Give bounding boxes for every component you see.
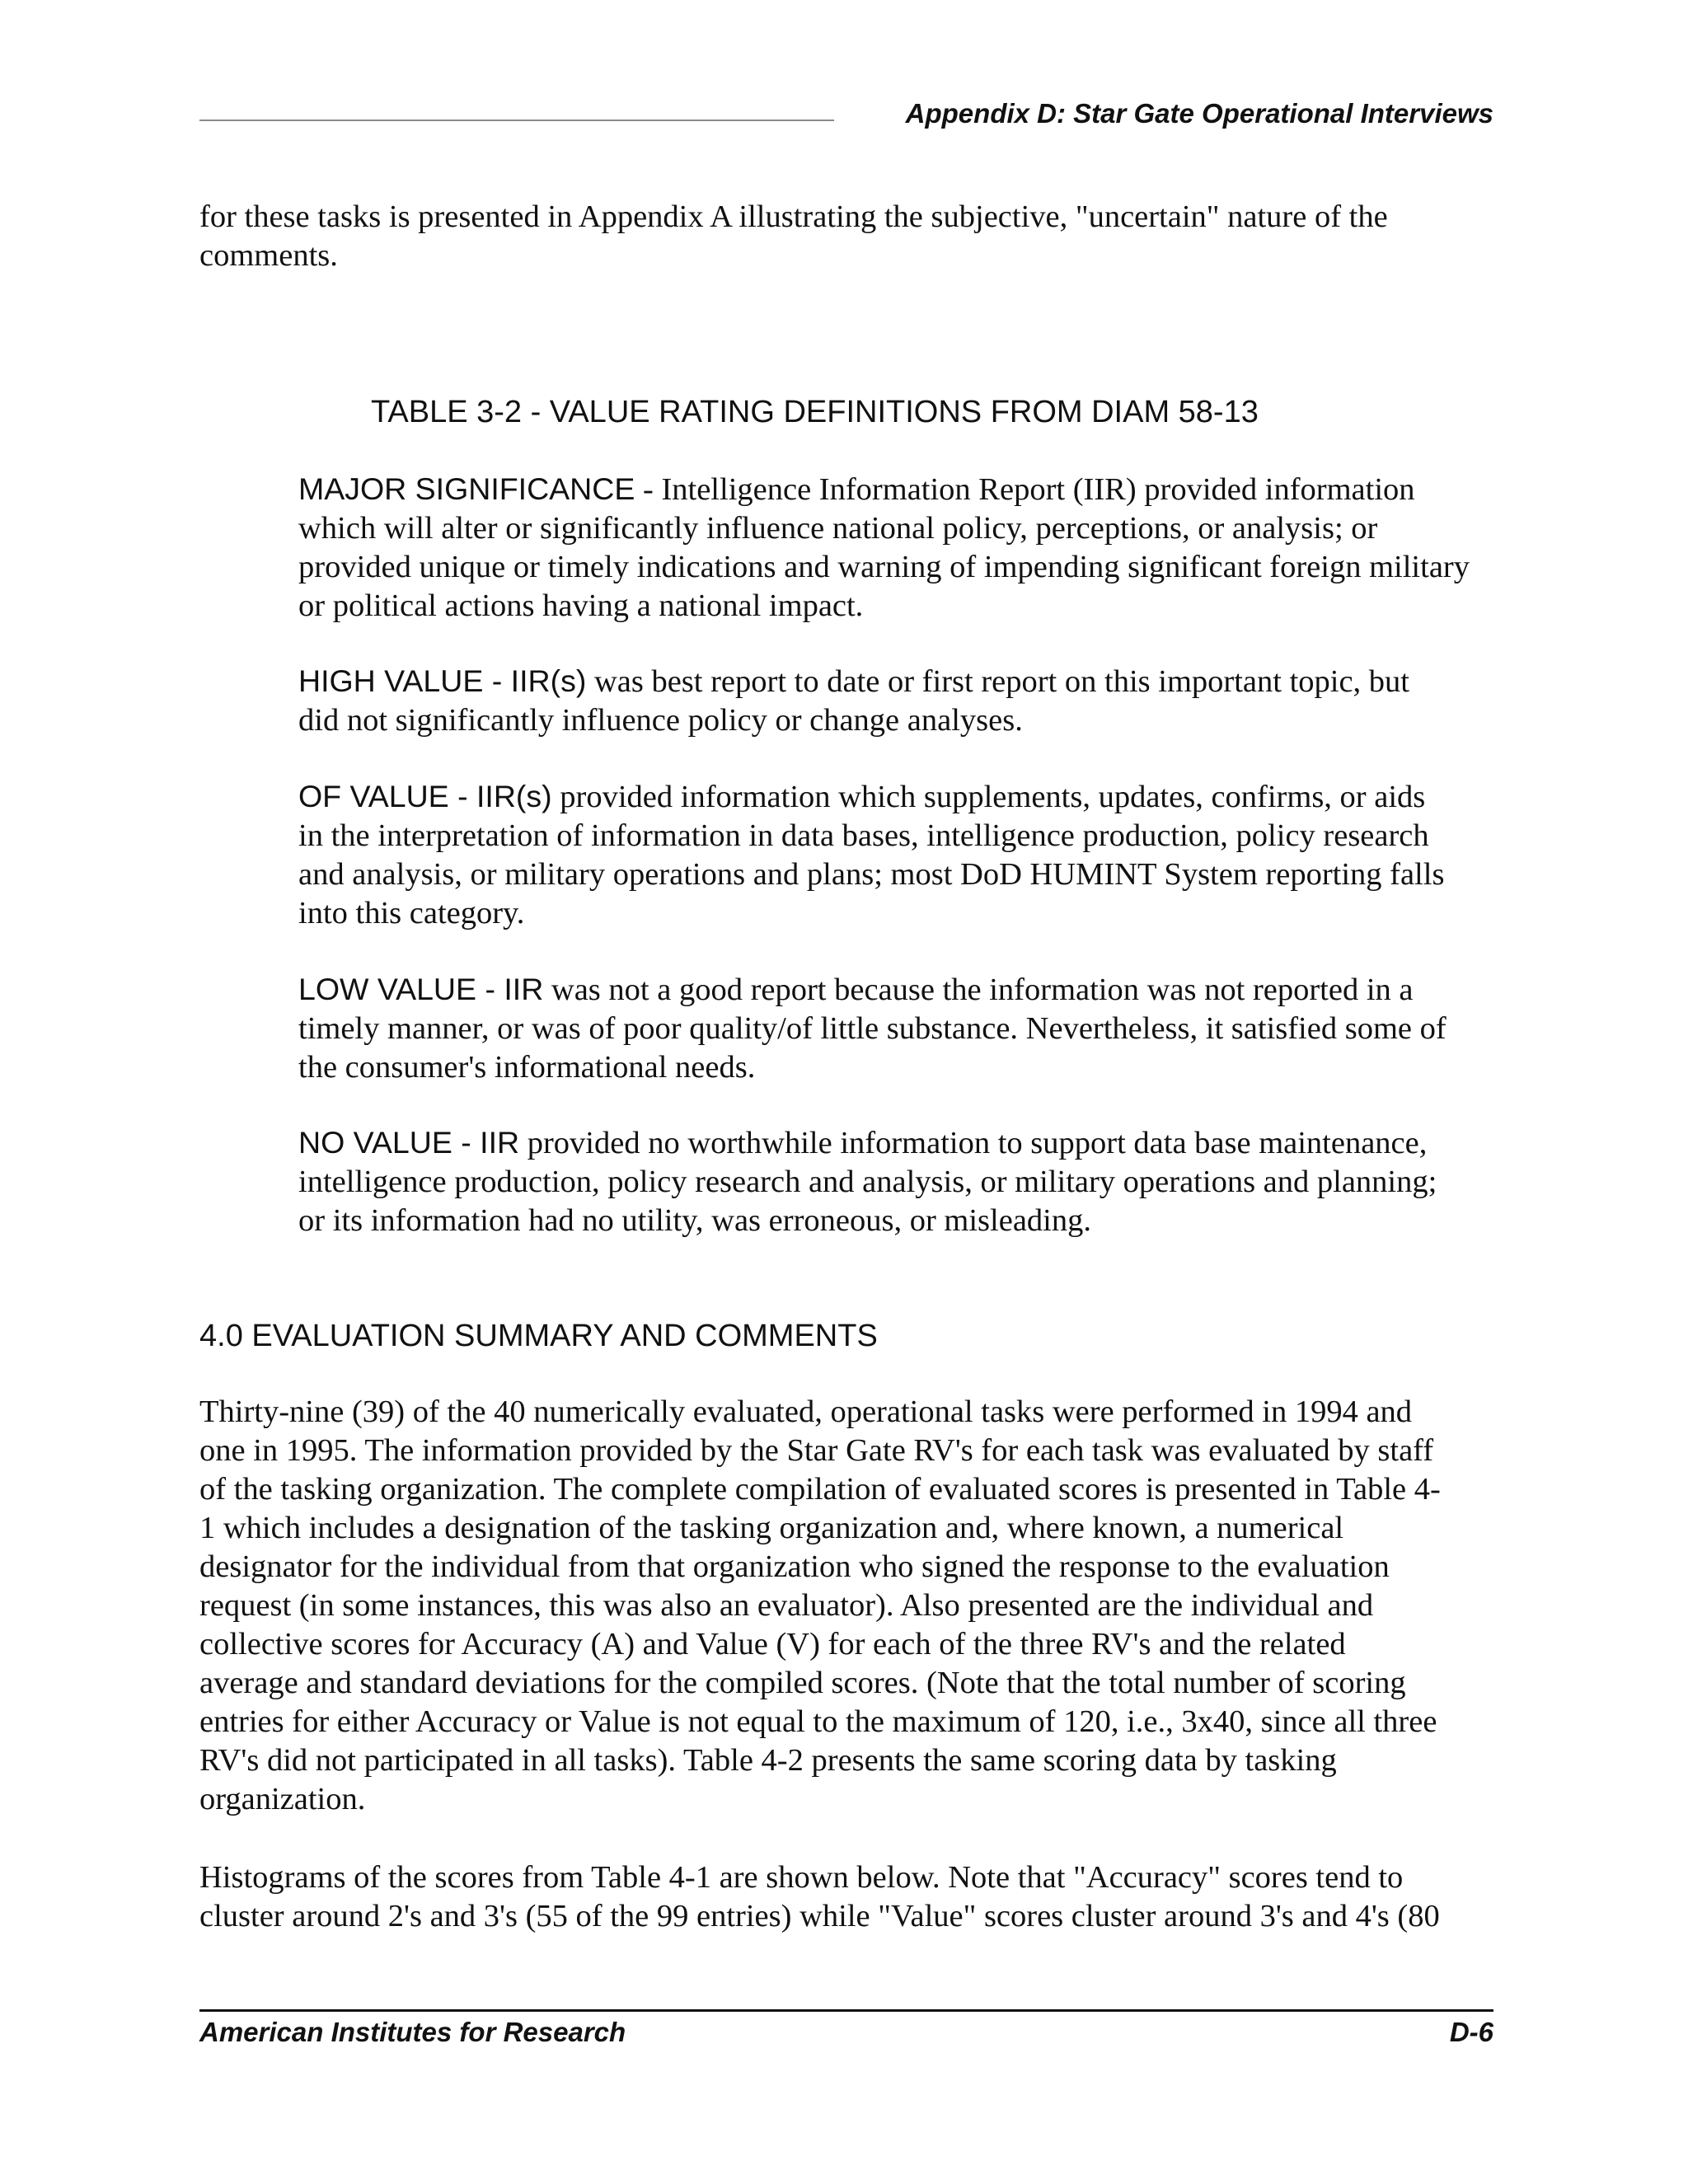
definition-text: - Intelligence Information Report (IIR) provided information: [635, 472, 1415, 507]
definition-low-value: [298, 970, 1493, 1087]
paragraph-line: designator for the individual from that organization who signed the response to the evaluation: [199, 1549, 1390, 1584]
definition-first-line: [298, 970, 1493, 1010]
intro-line: for these tasks is presented in Appendix A illustrating the subjective, "uncertain" nature of the: [199, 199, 1388, 234]
histogram-paragraph: [199, 1858, 1493, 1936]
footer-page-number: D-6: [1449, 2017, 1493, 2047]
paragraph-line: request (in some instances, this was also an evaluator). Also presented are the individual and: [199, 1588, 1374, 1623]
table-title: TABLE 3-2 - VALUE RATING DEFINITIONS FROM DIAM 58-13: [371, 395, 1259, 429]
definition-line: intelligence production, policy research and analysis, or military operations and planning;: [298, 1165, 1437, 1199]
paragraph-line: organization.: [199, 1782, 366, 1816]
definition-term: NO VALUE - IIR: [298, 1125, 520, 1160]
definition-line: which will alter or significantly influence national policy, perceptions, or analysis; or: [298, 511, 1378, 546]
intro-line: comments.: [199, 238, 338, 273]
definition-term: LOW VALUE - IIR: [298, 972, 544, 1006]
definition-text: was best report to date or first report on this important topic, but: [586, 664, 1409, 699]
paragraph-line: entries for either Accuracy or Value is not equal to the maximum of 120, i.e., 3x40, since all three: [199, 1704, 1437, 1739]
definition-high-value: [298, 662, 1493, 740]
definition-term: OF VALUE - IIR(s): [298, 779, 552, 813]
definition-first-line: [298, 470, 1493, 509]
footer-rule: [199, 2009, 1493, 2012]
definition-first-line: [298, 777, 1493, 817]
definition-no-value: [298, 1123, 1493, 1240]
definition-term: HIGH VALUE - IIR(s): [298, 663, 587, 698]
header-title: Appendix D: Star Gate Operational Interviews: [905, 98, 1493, 129]
paragraph-line: average and standard deviations for the compiled scores. (Note that the total number of scoring: [199, 1666, 1406, 1700]
definition-first-line: [298, 662, 1493, 701]
paragraph-line: 1 which includes a designation of the tasking organization and, where known, a numerical: [199, 1511, 1344, 1545]
definition-of-value: [298, 777, 1493, 933]
section-heading: 4.0 EVALUATION SUMMARY AND COMMENTS: [199, 1319, 878, 1353]
definition-text: provided no worthwhile information to support data base maintenance,: [519, 1126, 1428, 1160]
definition-text: was not a good report because the information was not reported in a: [543, 972, 1414, 1007]
definition-line: did not significantly influence policy or change analyses.: [298, 703, 1023, 738]
definition-line: timely manner, or was of poor quality/of little substance. Nevertheless, it satisfied some of: [298, 1011, 1447, 1046]
paragraph-line: of the tasking organization. The complete compilation of evaluated scores is presented in Table 4-: [199, 1472, 1441, 1507]
evaluation-summary-paragraph: [199, 1393, 1493, 1819]
paragraph-line: one in 1995. The information provided by the Star Gate RV's for each task was evaluated by staff: [199, 1433, 1434, 1468]
definition-line: or its information had no utility, was erroneous, or misleading.: [298, 1203, 1091, 1238]
definition-line: into this category.: [298, 896, 525, 930]
intro-paragraph: [199, 198, 1493, 275]
definition-text: provided information which supplements, updates, confirms, or aids: [551, 780, 1426, 814]
definition-line: and analysis, or military operations and plans; most DoD HUMINT System reporting falls: [298, 857, 1445, 892]
definition-line: provided unique or timely indications and warning of impending significant foreign military: [298, 550, 1470, 584]
definition-major-significance: [298, 470, 1493, 626]
definition-line: the consumer's informational needs.: [298, 1050, 756, 1085]
footer-organization: American Institutes for Research: [199, 2017, 626, 2047]
definition-first-line: [298, 1123, 1493, 1163]
paragraph-line: collective scores for Accuracy (A) and Value (V) for each of the three RV's and the related: [199, 1627, 1346, 1661]
paragraph-line: RV's did not participated in all tasks). Table 4-2 presents the same scoring data by tasking: [199, 1743, 1337, 1778]
definition-line: in the interpretation of information in data bases, intelligence production, policy research: [298, 818, 1429, 853]
definition-term: MAJOR SIGNIFICANCE: [298, 471, 635, 506]
header-rule: [199, 120, 834, 121]
definition-line: or political actions having a national impact.: [298, 588, 864, 623]
paragraph-line: cluster around 2's and 3's (55 of the 99 entries) while "Value" scores cluster around 3's and 4's (80: [199, 1899, 1440, 1933]
paragraph-line: Thirty-nine (39) of the 40 numerically evaluated, operational tasks were performed in 1994 and: [199, 1394, 1413, 1429]
paragraph-line: Histograms of the scores from Table 4-1 are shown below. Note that "Accuracy" scores tend to: [199, 1860, 1404, 1895]
